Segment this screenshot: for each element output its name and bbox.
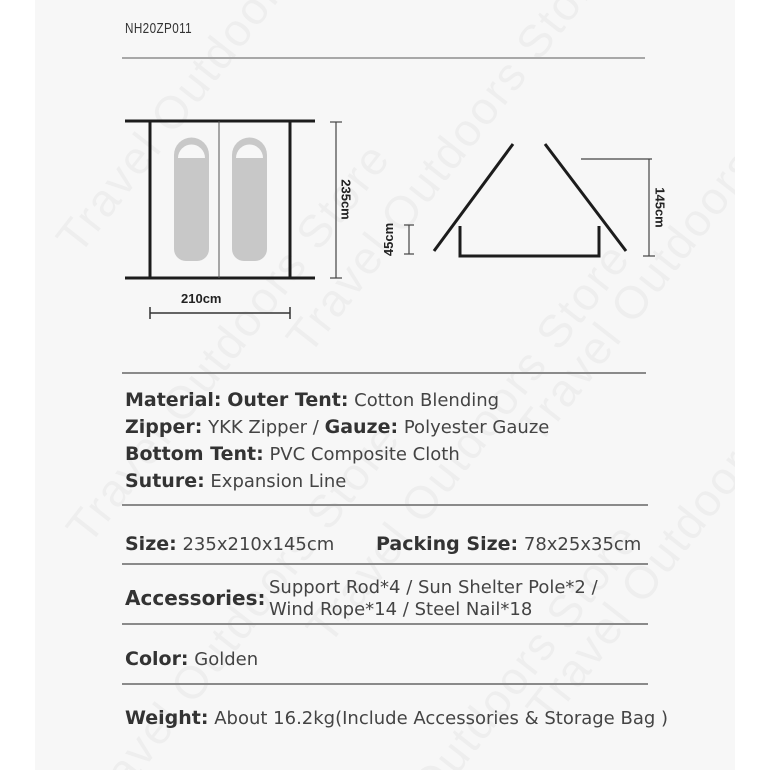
divider [122,683,648,685]
spec-bottom-tent: Bottom Tent: PVC Composite Cloth [125,443,460,465]
watermark-text [515,312,735,734]
spec-color: Color: Golden [125,648,259,670]
side-view-diagram [404,144,655,256]
spec-suture: Suture: Expansion Line [125,470,347,492]
sleeping-bag-icon [174,138,209,262]
spec-accessories-value: Support Rod*4 / Sun Shelter Pole*2 / Wind Rope*14 / Steel Nail*18 [269,577,598,620]
spec-accessories-label: Accessories: [125,586,266,610]
total-height-label: 145cm [652,187,668,228]
divider [122,623,648,625]
divider [122,563,648,565]
divider [122,504,648,506]
spec-weight: Weight: About 16.2kg(Include Accessories & Storage Bag ) [125,707,669,729]
spec-packing-size: Packing Size: 78x25x35cm [376,533,642,555]
spec-material: Material: Outer Tent: Cotton Blending [125,389,500,411]
model-code: NH20ZP011 [125,20,193,37]
wall-height-label: 45cm [381,222,397,257]
spec-size: Size: 235x210x145cm [125,533,335,555]
sleeping-bag-icon [232,138,267,262]
spec-zipper: Zipper: YKK Zipper / Gauze: Polyester Gauze [125,416,550,438]
length-dimension-label: 235cm [338,179,354,220]
divider [122,372,646,374]
width-dimension-label: 210cm [181,291,222,306]
tent-diagram [0,0,770,340]
floor-plan-diagram [125,121,342,319]
